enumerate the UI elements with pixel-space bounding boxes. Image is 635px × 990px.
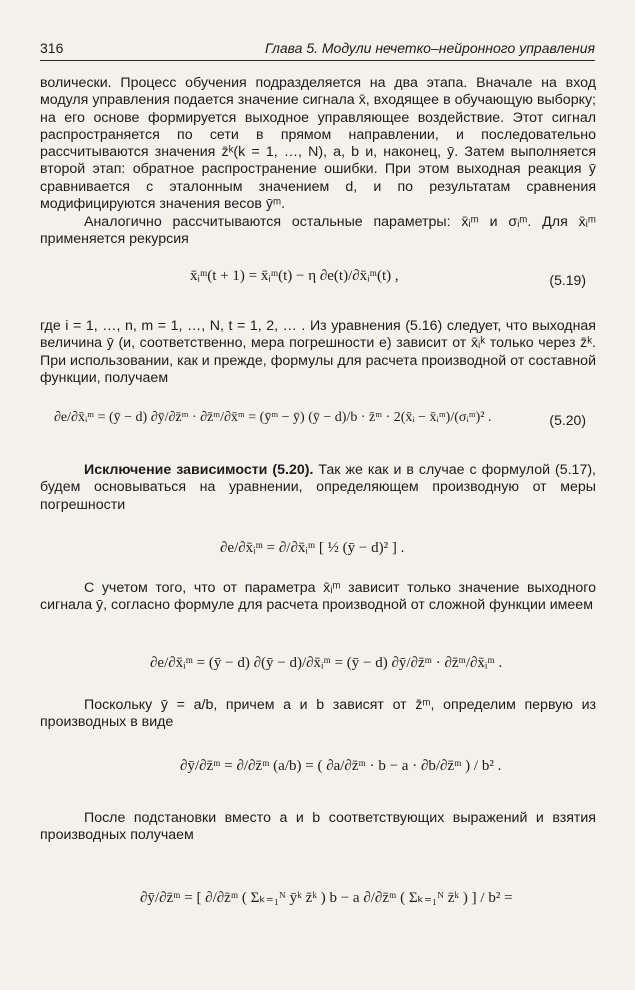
equation-substituted-derivative-body: ∂ȳ/∂z̄ᵐ = [ ∂/∂z̄ᵐ ( Σₖ₌₁ᴺ ȳᵏ z̄ᵏ ) b − a ∂/∂z̄ᵐ ( Σₖ₌₁ᴺ z̄ᵏ ) ] / b² = <box>140 890 513 906</box>
paragraph-5: С учетом того, что от параметра x̄ᵢᵐ зависит только значение выходного сигнала ȳ, согласно формуле для расчета производной от сложной функции имеем <box>40 580 596 614</box>
equation-quotient-derivative-body: ∂ȳ/∂z̄ᵐ = ∂/∂z̄ᵐ (a/b) = ( ∂a/∂z̄ᵐ · b − a · ∂b/∂z̄ᵐ ) / b² . <box>180 758 502 774</box>
running-head: Глава 5. Модули нечетко–нейронного управления <box>264 40 595 56</box>
page-number: 316 <box>40 40 64 56</box>
equation-substituted-derivative <box>40 858 596 938</box>
equation-5-20-label: (5.20) <box>549 412 586 428</box>
equation-chain-rule <box>40 645 596 685</box>
equation-error-derivative <box>40 530 596 570</box>
equation-quotient-derivative <box>40 740 596 800</box>
equation-5-19 <box>40 262 596 312</box>
equation-5-19-label: (5.19) <box>549 272 586 288</box>
page-header <box>40 38 595 62</box>
equation-5-19-body: x̄ᵢᵐ(t + 1) = x̄ᵢᵐ(t) − η ∂e(t)/∂x̄ᵢᵐ(t) , <box>190 268 399 284</box>
equation-5-20-body: ∂e/∂x̄ᵢᵐ = (ȳ − d) ∂ȳ/∂z̄ᵐ · ∂z̄ᵐ/∂x̄ᵐ = (ȳᵐ − ȳ) (ȳ − d)/b · z̄ᵐ · 2(x̄ᵢ − x̄ᵢᵐ)/(σᵢᵐ)² . <box>54 410 492 425</box>
equation-error-derivative-body: ∂e/∂x̄ᵢᵐ = ∂/∂x̄ᵢᵐ [ ½ (ȳ − d)² ] . <box>220 540 405 556</box>
paragraph-4-heading: Исключение зависимости (5.20). <box>84 462 314 478</box>
equation-5-20 <box>40 400 596 450</box>
paragraph-1: волически. Процесс обучения подразделяется на два этапа. Вначале на вход модуля управления подается значение сигнала x̄, входящее в обучающую выборку; на его основе формируется выходное управляющее воздействие. Этот сигнал распространяется по сети в прямом направлении, и последовательно рассчитываются значения z̄ᵏ(k = 1, …, N), a, b и, наконец, ȳ. Затем выполняется второй этап: обратное распространение ошибки. При этом выходная реакция ȳ сравнивается с эталонным значением d, и по результатам сравнения модифицируются значения весов ȳᵐ. <box>40 75 596 213</box>
paragraph-3: где i = 1, …, n, m = 1, …, N, t = 1, 2, … . Из уравнения (5.16) следует, что выходная величина ȳ (и, соответственно, мера погрешности e) зависит от x̄ᵢᵏ только через z̄ᵏ. При использовании, как и прежде, формулы для расчета производной от составной функции, получаем <box>40 318 596 386</box>
paragraph-6: Поскольку ȳ = a/b, причем a и b зависят от z̄ᵐ, определим первую из производных в виде <box>40 697 596 731</box>
equation-chain-rule-body: ∂e/∂x̄ᵢᵐ = (ȳ − d) ∂(ȳ − d)/∂x̄ᵢᵐ = (ȳ − d) ∂ȳ/∂z̄ᵐ · ∂z̄ᵐ/∂x̄ᵢᵐ . <box>150 655 503 671</box>
paragraph-4-text: Так же как и в случае с формулой (5.17), будем основываться на уравнении, определяющем производную от меры погрешности <box>40 462 597 513</box>
header-rule <box>40 60 595 61</box>
paragraph-4 <box>40 462 596 514</box>
paragraph-7: После подстановки вместо a и b соответствующих выражений и взятия производных получаем <box>40 810 596 844</box>
paragraph-2: Аналогично рассчитываются остальные параметры: x̄ᵢᵐ и σᵢᵐ. Для x̄ᵢᵐ применяется рекурсия <box>40 214 596 248</box>
